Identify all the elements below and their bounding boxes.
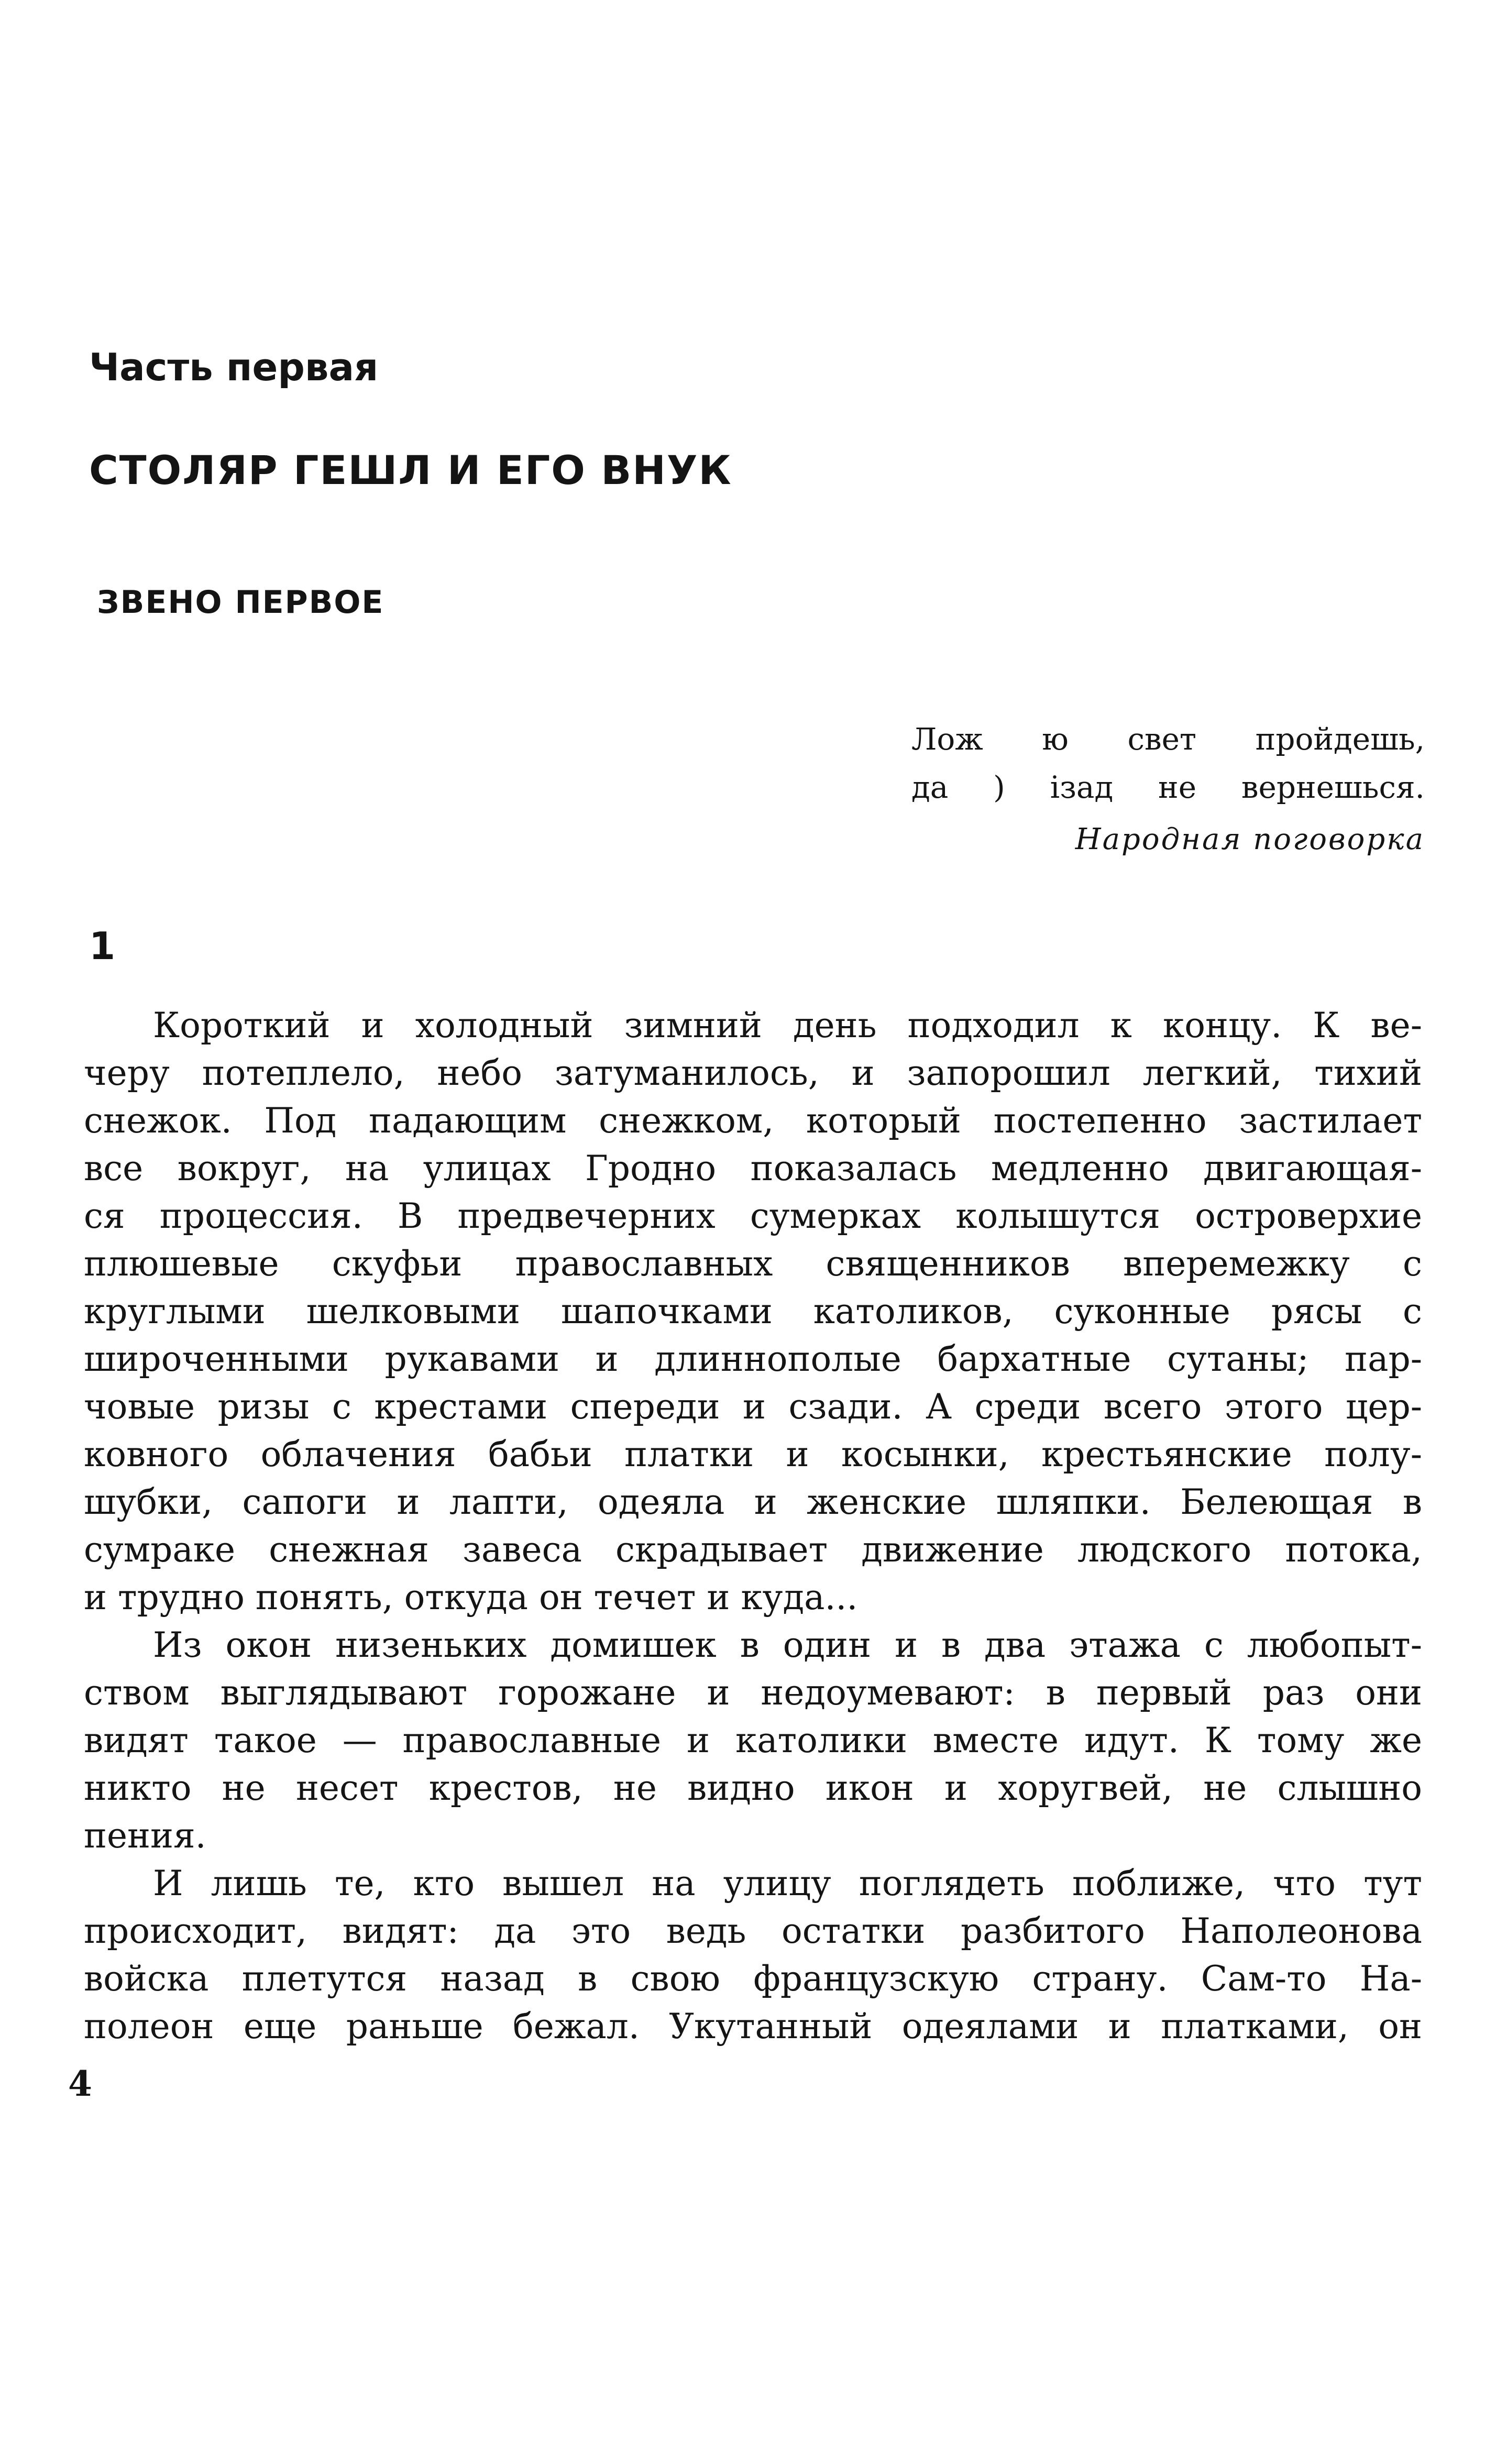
paragraph bbox=[84, 1621, 1422, 1860]
paragraph-line: И лишь те, кто вышел на улицу поглядеть поближе, что тут bbox=[153, 1863, 1422, 1904]
paragraph-line: полеон еще раньше бежал. Укутанный одеялами и платками, он bbox=[84, 2006, 1422, 2047]
paragraph-line: Из окон низеньких домишек в один и в два этажа с любопыт- bbox=[153, 1625, 1422, 1665]
epigraph-source: Народная поговорка bbox=[1075, 822, 1425, 856]
paragraph-line: сумраке снежная завеса скрадывает движение людского потока, bbox=[84, 1530, 1422, 1570]
paragraph-line: черу потеплело, небо затуманилось, и запорошил легкий, тихий bbox=[84, 1053, 1422, 1093]
chapter-title: ЗВЕНО ПЕРВОЕ bbox=[97, 584, 384, 621]
paragraph-line: Короткий и холодный зимний день подходил к концу. К ве- bbox=[153, 1005, 1422, 1046]
page-number: 4 bbox=[68, 2063, 92, 2104]
section-number: 1 bbox=[89, 924, 116, 968]
paragraph-line: войска плетутся назад в свою французскую страну. Сам-то На- bbox=[84, 1959, 1422, 1999]
part-title: СТОЛЯР ГЕШЛ И ЕГО ВНУК bbox=[89, 447, 732, 493]
paragraph-line: шубки, сапоги и лапти, одеяла и женские шляпки. Белеющая в bbox=[84, 1482, 1422, 1522]
paragraph bbox=[84, 1002, 1422, 1621]
paragraph bbox=[84, 1860, 1422, 2050]
paragraph-line: и трудно понять, откуда он течет и куда... bbox=[84, 1577, 858, 1618]
paragraph-line: ковного облачения бабьи платки и косынки, крестьянские полу- bbox=[84, 1434, 1422, 1475]
epigraph-line: Лож ю свет пройдешь, bbox=[911, 721, 1425, 757]
paragraph-line: ся процессия. В предвечерних сумерках колышутся островерхие bbox=[84, 1196, 1422, 1236]
paragraph-line: происходит, видят: да это ведь остатки разбитого Наполеонова bbox=[84, 1911, 1422, 1951]
paragraph-line: плюшевые скуфьи православных священников вперемежку с bbox=[84, 1244, 1422, 1284]
paragraph-line: все вокруг, на улицах Гродно показалась медленно двигающая- bbox=[84, 1148, 1422, 1189]
paragraph-line: широченными рукавами и длиннополые бархатные сутаны; пар- bbox=[84, 1339, 1422, 1379]
paragraph-line: никто не несет крестов, не видно икон и хоругвей, не слышно bbox=[84, 1768, 1422, 1808]
paragraph-line: снежок. Под падающим снежком, который постепенно застилает bbox=[84, 1101, 1422, 1141]
body-text bbox=[84, 1002, 1422, 2050]
paragraph-line: круглыми шелковыми шапочками католиков, суконные рясы с bbox=[84, 1291, 1422, 1332]
paragraph-line: ством выглядывают горожане и недоумевают: в первый раз они bbox=[84, 1673, 1422, 1713]
paragraph-line: пения. bbox=[84, 1816, 206, 1856]
paragraph-line: човые ризы с крестами спереди и сзади. А среди всего этого цер- bbox=[84, 1387, 1422, 1427]
paragraph-line: видят такое — православные и католики вместе идут. К тому же bbox=[84, 1720, 1422, 1761]
part-label: Часть первая bbox=[89, 345, 379, 389]
epigraph-line: да ) ізад не вернешься. bbox=[911, 769, 1425, 805]
epigraph bbox=[911, 715, 1425, 811]
